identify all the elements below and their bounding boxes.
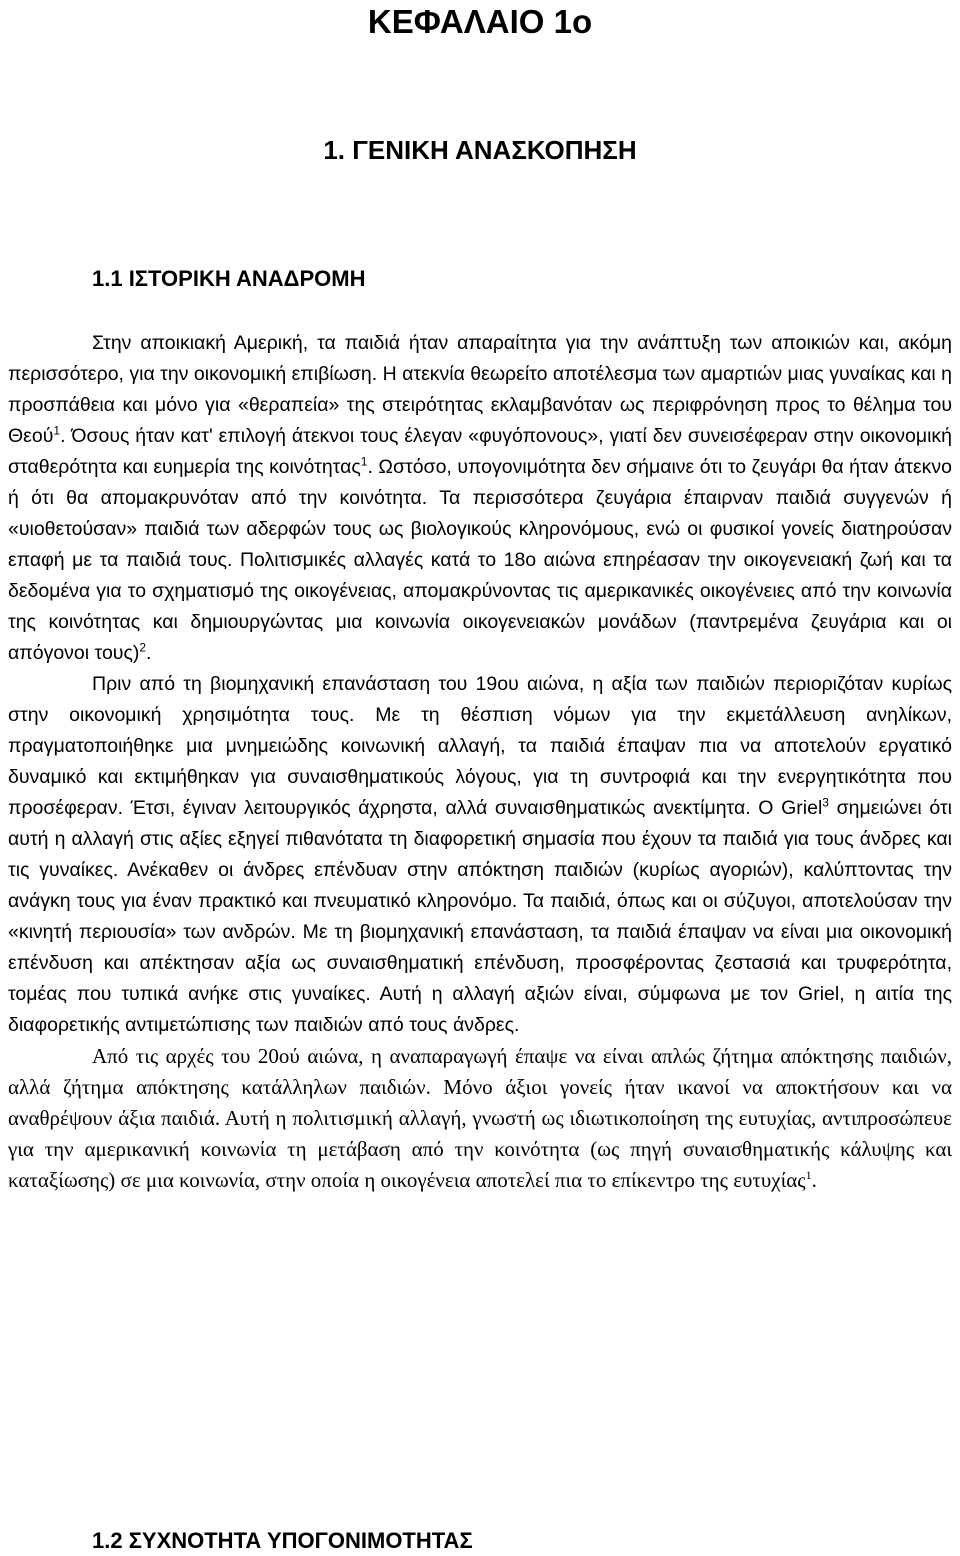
footnote-ref: 1: [360, 454, 368, 469]
paragraph-text: . Ωστόσο, υπογονιμότητα δεν σήμαινε ότι το ζευγάρι θα ήταν άτεκνο ή ότι θα απομακρυνόταν από την κοινότητα. Τα περισσότερα ζευγάρια έπαιρναν παιδιά συγγενών ή «υιοθετούσαν» παιδιά των αδερφών τους ως βιολογικούς κληρονόμους, ενώ οι φυσικοί γονείς διατηρούσαν επαφή με τα παιδιά τους. Πολιτισμικές αλλαγές κατά το 18ο αιώνα επηρέασαν την οικογενειακή ζωή και τα δεδομένα για το σχηματισμό της οικογένειας, απομακρύνοντας τις αμερικανικές οικογένειες από την κοινωνία της κοινότητας και δημιουργώντας μια κοινωνία οικογενειακών μονάδων (παντρεμένα ζευγάρια και οι απόγονοι τους): [8, 456, 952, 664]
paragraph-text: Πριν από τη βιομηχανική επανάσταση του 19ου αιώνα, η αξία των παιδιών περιοριζόταν κυρίως στην οικονομική χρησιμότητα τους. Με τη θέσπιση νόμων για την εκμετάλλευση ανηλίκων, πραγματοποιήθηκε μια μνημειώδης κοινωνική αλλαγή, τα παιδιά έπαψαν πια να αποτελούν εργατικό δυναμικό και εκτιμήθηκαν για συναισθηματικούς λόγους, για τη συντροφιά και την ενεργητικότητα που προσέφεραν. Έτσι, έγιναν λειτουργικός άχρηστα, αλλά συναισθηματικώς ανεκτίμητα. Ο Griel: [8, 673, 952, 819]
paragraph: [8, 669, 952, 1041]
paragraph-text: .: [146, 642, 152, 664]
paragraph-text: .: [811, 1168, 817, 1192]
subsection-title-frequency: 1.2 ΣΥΧΝΟΤΗΤΑ ΥΠΟΓΟΝΙΜΟΤΗΤΑΣ: [92, 1528, 473, 1553]
paragraph-text: Από τις αρχές του 20ού αιώνα, η αναπαραγωγή έπαψε να είναι απλώς ζήτημα απόκτησης παιδιών, αλλά ζήτημα απόκτησης κατάλληλων παιδιών. Μόνο άξιοι γονείς ήταν ικανοί να αποκτήσουν και να αναθρέψουν άξια παιδιά. Αυτή η πολιτισμική αλλαγή, γνωστή ως ιδιωτικοποίηση της ευτυχίας, αντιπροσώπευε για την αμερικανική κοινωνία τη μετάβαση από την κοινότητα (ως πηγή συναισθηματικής κάλυψης και καταξίωσης) σε μια κοινωνία, στην οποία η οικογένεια αποτελεί πια το επίκεντρο της ευτυχίας: [8, 1044, 952, 1192]
footnote-ref: 1: [53, 423, 61, 438]
paragraph: [8, 1041, 952, 1196]
paragraph: [8, 328, 952, 669]
footnote-ref: 1: [805, 1168, 812, 1182]
footnote-ref: 3: [822, 795, 829, 810]
body-text: [8, 328, 952, 1196]
footnote-ref: 2: [139, 640, 147, 655]
chapter-title: ΚΕΦΑΛΑΙΟ 1ο: [367, 3, 593, 40]
paragraph-text: . Όσους ήταν κατ' επιλογή άτεκνοι τους έλεγαν «φυγόπονους», γιατί δεν συνεισέφεραν στην οικονομική σταθερότητα και ευημερία της κοινότητας: [8, 425, 952, 478]
section-title: 1. ΓΕΝΙΚΗ ΑΝΑΣΚΟΠΗΣΗ: [323, 135, 637, 165]
paragraph-text: Στην αποικιακή Αμερική, τα παιδιά ήταν απαραίτητα για την ανάπτυξη των αποικιών και, ακόμη περισσότερο, για την οικονομική επιβίωση. Η ατεκνία θεωρείτο αποτέλεσμα των αμαρτιών μιας γυναίκας και η προσπάθεια και μόνο για «θεραπεία» της στειρότητας εκλαμβανόταν ως περιφρόνηση προς το θέλημα του Θεού: [8, 332, 952, 447]
paragraph-text: σημειώνει ότι αυτή η αλλαγή στις αξίες εξηγεί πιθανότατα τη διαφορετική σημασία που έχουν τα παιδιά για τους άνδρες και τις γυναίκες. Ανέκαθεν οι άνδρες επένδυαν στην απόκτηση παιδιών (κυρίως αγοριών), καλύπτοντας την ανάγκη τους για έναν πρακτικό και πνευματικό κληρονόμο. Τα παιδιά, όπως και οι σύζυγοι, αποτελούσαν την «κινητή περιουσία» των ανδρών. Με τη βιομηχανική επανάσταση, τα παιδιά έπαψαν να είναι μια οικονομική επένδυση και απέκτησαν αξία ως συναισθηματική επένδυση, προσφέροντας ζεστασιά και τρυφερότητα, τομέας που τυπικά ανήκε στις γυναίκες. Αυτή η αλλαγή αξιών είναι, σύμφωνα με τον Griel, η αιτία της διαφορετικής αντιμετώπισης των παιδιών από τους άνδρες.: [8, 797, 952, 1036]
subsection-title-history: 1.1 ΙΣΤΟΡΙΚΗ ΑΝΑΔΡΟΜΗ: [92, 266, 366, 291]
